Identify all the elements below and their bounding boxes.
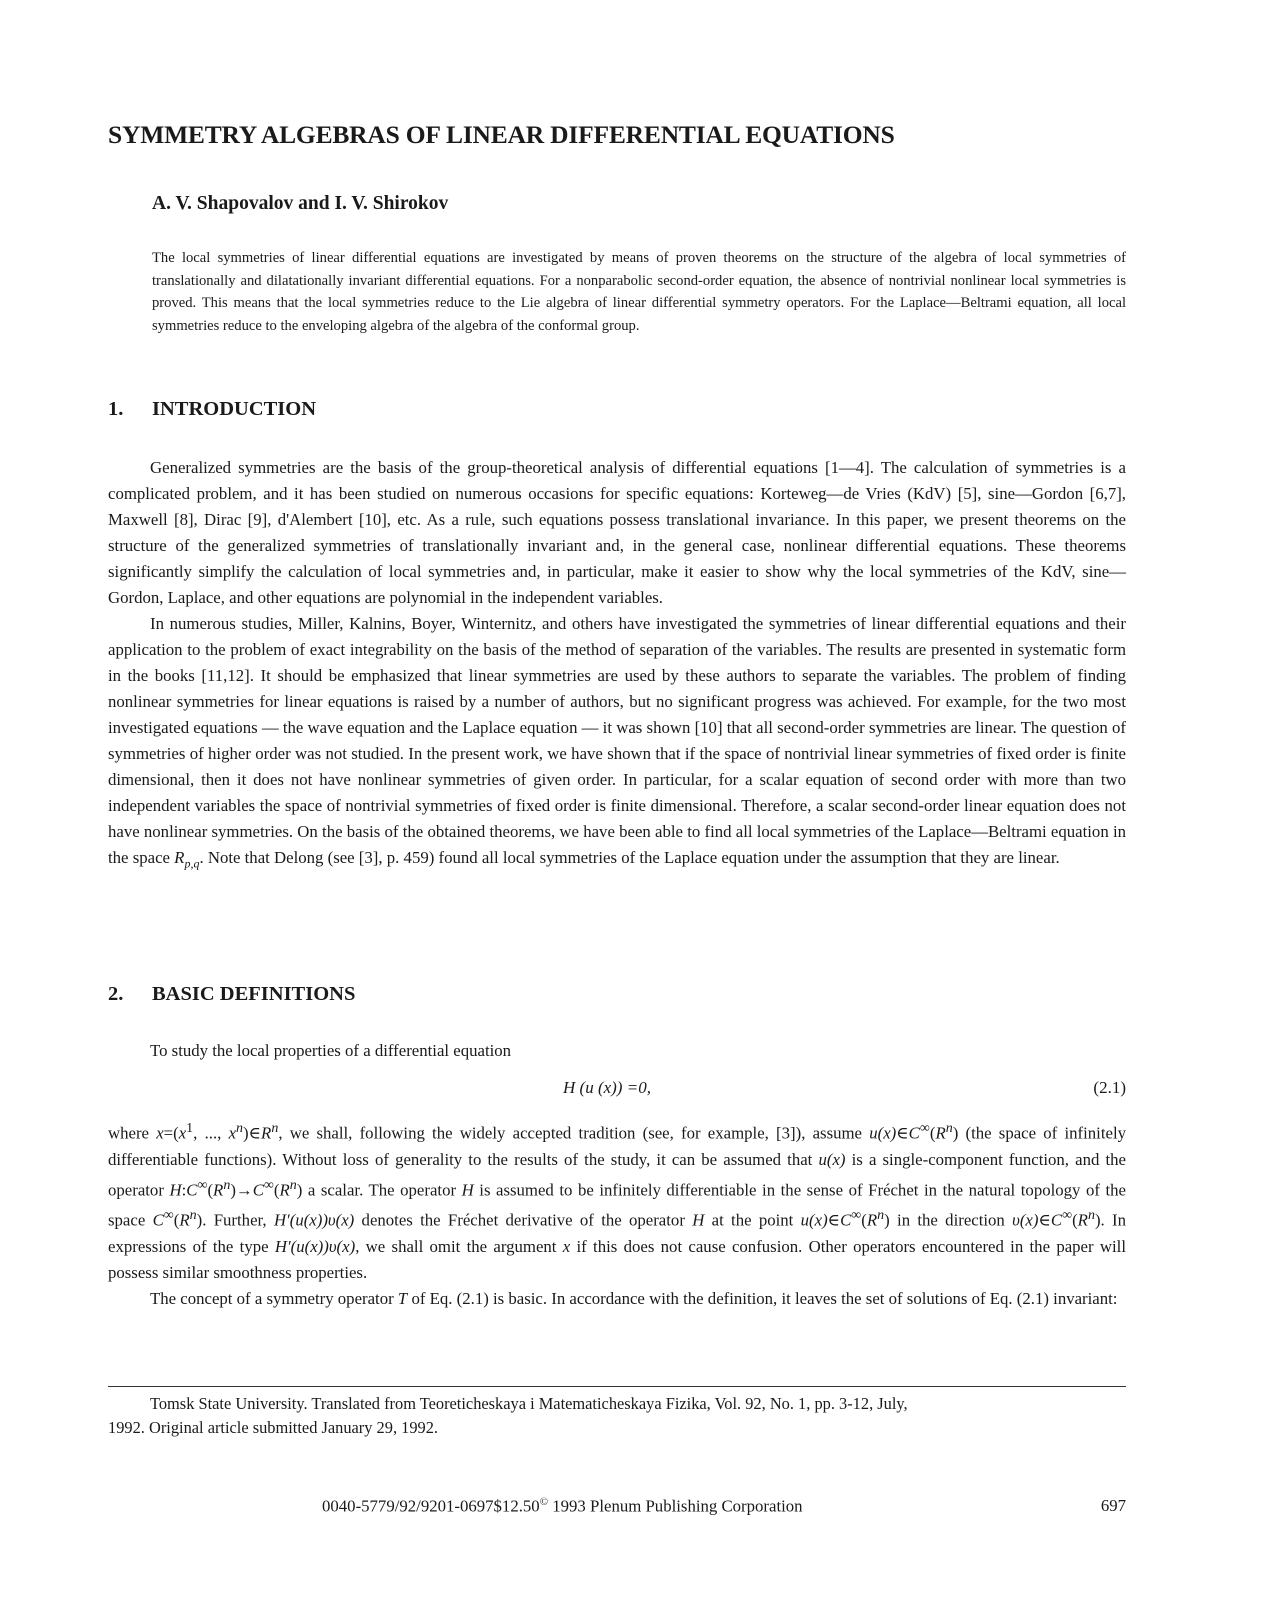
paragraph: Generalized symmetries are the basis of the group-theoretical analysis of differential equations [1—4]. The calculation of symmetries is a complicated problem, and it has been studied on numerous occasions for specific equations: Korteweg—de Vries (KdV) [5], sine—Gordon [6,7], Maxwell [8], Dirac [9], d'Alembert [10], etc. As a rule, such equations possess translational invariance. In this paper, we present theorems on the structure of the generalized symmetries of translationally invariant and, in the general case, nonlinear differential equations. These theorems significantly simplify the calculation of local symmetries and, in particular, make it easier to show why the local symmetries of the KdV, sine—Gordon, Laplace, and other equations are polynomial in the independent variables. (108, 458, 1126, 607)
section-2-body (108, 1116, 1126, 1312)
paper-title: SYMMETRY ALGEBRAS OF LINEAR DIFFERENTIAL EQUATIONS (108, 120, 895, 149)
footnote-line: 1992. Original article submitted January 29, 1992. (108, 1418, 439, 1437)
equation: H (u (x)) =0, (563, 1078, 651, 1097)
paragraph: To study the local properties of a differential equation (150, 1041, 512, 1060)
section-1-heading (108, 398, 316, 421)
section-number: 2. (108, 983, 124, 1005)
abstract: The local symmetries of linear differential equations are investigated by means of proven theorems on the structure of the algebra of local symmetries of translationally and dilatationally invariant differential equations. For a nonparabolic second-order equation, the absence of nontrivial nonlinear local symmetries is proved. This means that the local symmetries reduce to the Lie algebra of linear differential symmetry operators. For the Laplace—Beltrami equation, all local symmetries reduce to the enveloping algebra of the algebra of the conformal group. (152, 250, 1126, 334)
footer-copyright: 0040-5779/92/9201-0697$12.50© 1993 Plenum Publishing Corporation (322, 1496, 803, 1516)
section-2-intro (108, 1038, 1126, 1064)
page-number: 697 (1100, 1496, 1126, 1515)
section-2-heading (108, 983, 355, 1006)
paragraph: The concept of a symmetry operator T of Eq. (2.1) is basic. In accordance with the definition, it leaves the set of solutions of Eq. (2.1) invariant: (150, 1288, 1118, 1308)
authors: A. V. Shapovalov and I. V. Shirokov (152, 193, 449, 214)
paragraph: In numerous studies, Miller, Kalnins, Boyer, Winternitz, and others have investigated the symmetries of linear differential equations and their application to the problem of exact integrability on the basis of the method of separation of the variables. The results are presented in systematic form in the books [11,12]. It should be emphasized that linear symmetries are used by these authors to separate the variables. The problem of finding nonlinear symmetries for linear equations is raised by a number of authors, but no significant progress was achieved. For example, for the two most investigated equations — the wave equation and the Laplace equation — it was shown [10] that all second-order symmetries are linear. The question of symmetries of higher order was not studied. In the present work, we have shown that if the space of nontrivial linear symmetries of fixed order is finite dimensional, then it does not have nonlinear symmetries of given order. In particular, for a scalar equation of second order with more than two independent variables the space of nontrivial symmetries of fixed order is finite dimensional. Therefore, a scalar second-order linear equation does not have nonlinear symmetries. On the basis of the obtained theorems, we have been able to find all local symmetries of the Laplace—Beltrami equation in the space $R_{p,q}$. Note that Delong (see [3], p. 459) found all local symmetries of the Laplace equation under the assumption that they are linear. (108, 614, 1126, 871)
footnote-line: Tomsk State University. Translated from Teoreticheskaya i Matematicheskaya Fizika, Vol. 92, No. 1, pp. 3-12, July, (150, 1394, 908, 1413)
section-1-body (108, 455, 1126, 876)
section-title: INTRODUCTION (152, 398, 317, 420)
paper-page (108, 0, 1126, 1613)
footnote (108, 1392, 1126, 1440)
paragraph: where $x=(x^1$, ..., $x^n)\in R^n$, we shall, following the widely accepted tradition (see, for example, [3]), assume $u(x)\in C^\infty(R^n)$ (the space of infinitely differentiable functions). Without loss of generality to the results of the study, it can be assumed that u(x) is a single-component function, and the operator $H:C^\infty(R^n)\to C^\infty(R^n)$ a scalar. The operator H is assumed to be infinitely differentiable in the sense of Fréchet in the natural topology of the space $C^\infty(R^n)$. Further, H′(u(x))υ(x) denotes the Fréchet derivative of the operator H at the point $u(x)\in C^\infty(R^n)$ in the direction $\upsilon(x)\in C^\infty(R^n)$. In expressions of the type H′(u(x))υ(x), we shall omit the argument x if this does not cause confusion. Other operators encountered in the paper will possess similar smoothness properties. (108, 1121, 1127, 1282)
footnote-divider (108, 1386, 1126, 1387)
equation-number: (2.1) (1093, 1078, 1126, 1097)
equation-2-1 (108, 1078, 1126, 1102)
section-number: 1. (108, 398, 124, 420)
section-title: BASIC DEFINITIONS (152, 983, 356, 1005)
